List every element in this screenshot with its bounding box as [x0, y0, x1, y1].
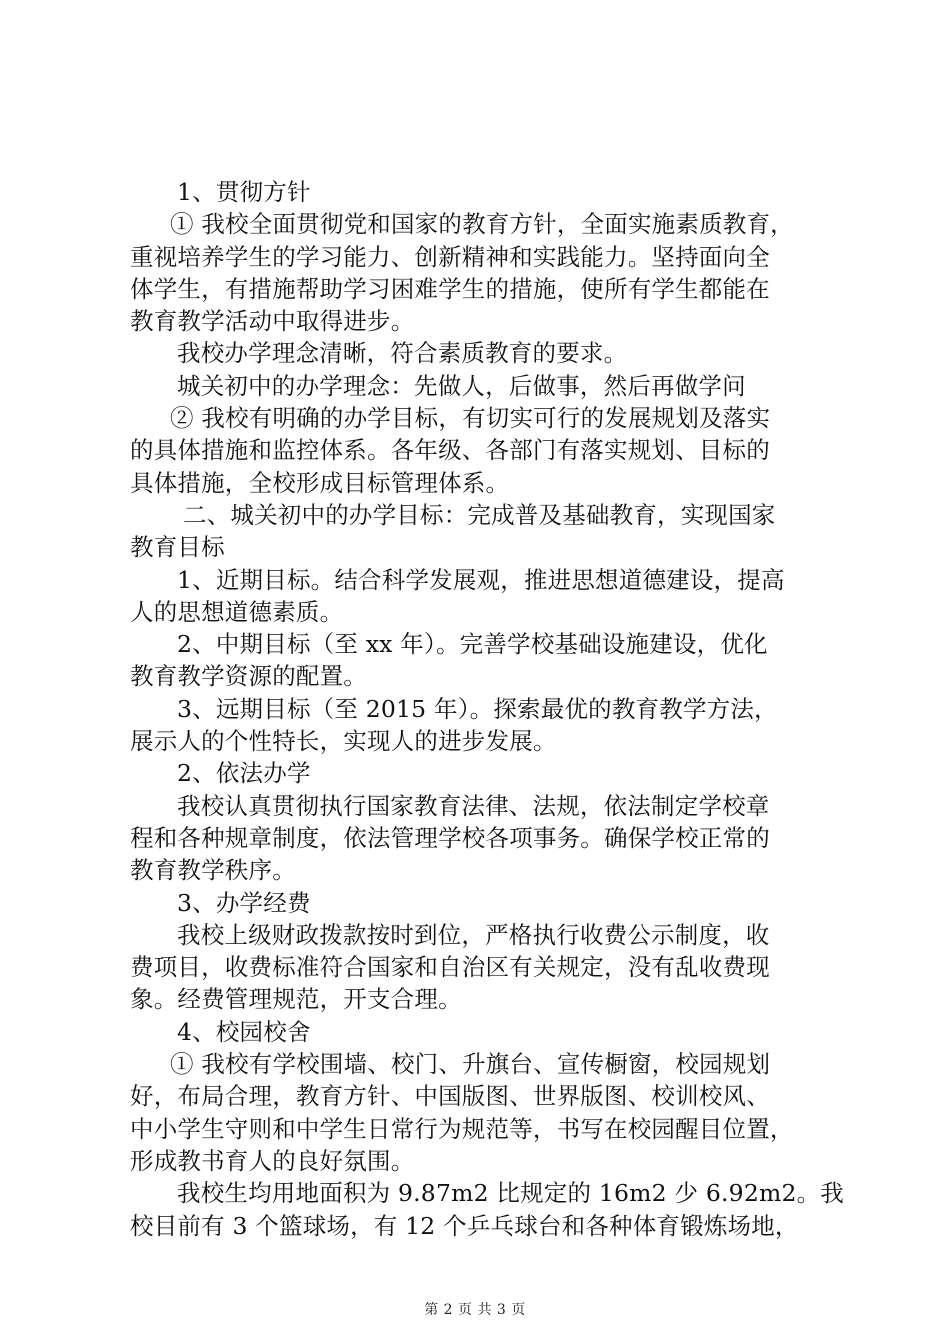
paragraph-line: 好，布局合理，教育方针、中国版图、世界版图、校训校风、 — [130, 1082, 770, 1111]
paragraph-line: ① 我校全面贯彻党和国家的教育方针，全面实施素质教育， — [170, 210, 794, 239]
paragraph-line: 中小学生守则和中学生日常行为规范等，书写在校园醒目位置， — [130, 1114, 794, 1143]
paragraph-line: 的具体措施和监控体系。各年级、各部门有落实规划、目标的 — [130, 436, 770, 465]
heading-policy: 1、贯彻方针 — [177, 178, 311, 206]
paragraph-line: 教育教学活动中取得进步。 — [130, 307, 415, 336]
paragraph-line: ① 我校有学校围墙、校门、升旗台、宣传橱窗，校园规划 — [170, 1050, 771, 1079]
heading-law: 2、依法办学 — [177, 759, 311, 788]
paragraph-line: 我校上级财政拨款按时到位，严格执行收费公示制度，收 — [177, 920, 770, 949]
paragraph-line: 教育教学资源的配置。 — [130, 662, 367, 691]
paragraph-line: 我校生均用地面积为 9.87m2 比规定的 16m2 少 6.92m2。我 — [177, 1179, 845, 1208]
paragraph-line: 我校认真贯彻执行国家教育法律、法规，依法制定学校章 — [177, 791, 770, 820]
paragraph-line: 重视培养学生的学习能力、创新精神和实践能力。坚持面向全 — [130, 242, 770, 271]
heading-goals: 二、城关初中的办学目标：完成普及基础教育，实现国家 — [183, 500, 776, 529]
paragraph-line: 1、近期目标。结合科学发展观，推进思想道德建设，提高 — [177, 565, 785, 594]
paragraph-line: ② 我校有明确的办学目标，有切实可行的发展规划及落实 — [170, 404, 771, 433]
paragraph-line: 3、远期目标（至 2015 年）。探索最优的教育教学方法， — [177, 694, 778, 723]
paragraph-line: 形成教书育人的良好氛围。 — [130, 1146, 415, 1175]
paragraph-line: 象。经费管理规范，开支合理。 — [130, 985, 462, 1014]
paragraph-line: 费项目，收费标准符合国家和自治区有关规定，没有乱收费现 — [130, 953, 770, 982]
paragraph-line: 展示人的个性特长，实现人的进步发展。 — [130, 727, 557, 756]
paragraph-line: 具体措施，全校形成目标管理体系。 — [130, 468, 510, 497]
page-number: 第 2 页 共 3 页 — [424, 1302, 526, 1318]
paragraph-line: 教育目标 — [130, 533, 225, 562]
paragraph-line: 我校办学理念清晰，符合素质教育的要求。 — [177, 339, 628, 368]
paragraph-line: 城关初中的办学理念：先做人，后做事，然后再做学问 — [177, 371, 746, 400]
heading-funding: 3、办学经费 — [177, 888, 311, 917]
paragraph-line: 体学生，有措施帮助学习困难学生的措施，使所有学生都能在 — [130, 274, 770, 303]
document-body — [130, 176, 845, 1242]
page-footer — [0, 1299, 950, 1319]
heading-campus: 4、校园校舍 — [177, 1017, 311, 1046]
paragraph-line: 校目前有 3 个篮球场，有 12 个乒乓球台和各种体育锻炼场地， — [130, 1211, 799, 1240]
paragraph-line: 2、中期目标（至 xx 年）。完善学校基础设施建设，优化 — [177, 630, 768, 659]
paragraph-line: 程和各种规章制度，依法管理学校各项事务。确保学校正常的 — [130, 823, 770, 852]
paragraph-line: 教育教学秩序。 — [130, 856, 296, 885]
paragraph-line: 人的思想道德素质。 — [130, 597, 344, 626]
